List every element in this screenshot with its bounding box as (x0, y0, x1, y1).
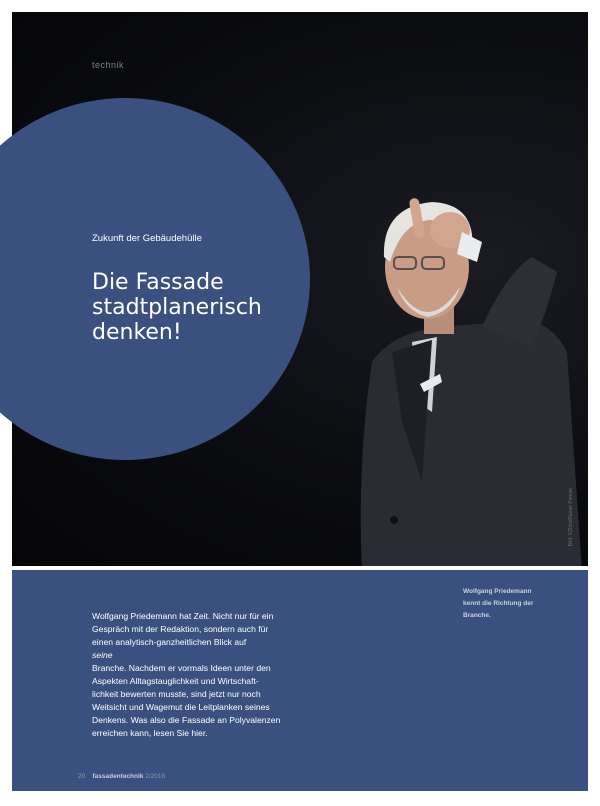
lead-emphasis: seine (92, 650, 113, 660)
magazine-name: fassadentechnik (92, 773, 144, 780)
lead-line: lichkeit bewerten musste, sind jetzt nur noch (92, 689, 261, 699)
lead-line: Denkens. Was also die Fassade an Polyvalenzen (92, 715, 281, 725)
issue-number: 2/2018 (145, 773, 166, 780)
caption-line: Wolfgang Priedemann (463, 588, 532, 595)
caption-line: Branche. (463, 612, 491, 619)
speaker-figure (332, 162, 588, 566)
section-label: technik (92, 60, 125, 70)
lead-line (92, 636, 302, 662)
page-footer (78, 773, 165, 780)
caption-line: kennt die Richtung der (463, 600, 534, 607)
lead-line: erreichen kann, lesen Sie hier. (92, 728, 208, 738)
lead-line: Weitsicht und Wagemut die Leitplanken seines (92, 702, 270, 712)
article-title (92, 270, 292, 345)
title-line: Die Fassade (92, 270, 224, 295)
photo-caption (463, 586, 563, 622)
page-number: 20 (78, 773, 86, 780)
title-line: stadtplanerisch (92, 295, 262, 320)
lead-paragraph (92, 610, 302, 740)
title-line: denken! (92, 320, 182, 345)
lead-line: Gespräch mit der Redaktion, sondern auch für (92, 624, 269, 634)
lead-line: Aspekten Alltagstauglichkeit und Wirtschaft- (92, 676, 259, 686)
photo-credit: Bild: VZI/cs/Rainer Freese (568, 487, 574, 546)
article-kicker: Zukunft der Gebäudehülle (92, 233, 202, 244)
lead-text: einen analytisch-ganzheitlichen Blick auf (92, 637, 247, 647)
lead-line: Wolfgang Priedemann hat Zeit. Nicht nur für ein (92, 611, 274, 621)
lead-line: Branche. Nachdem er vormals Ideen unter den (92, 663, 271, 673)
